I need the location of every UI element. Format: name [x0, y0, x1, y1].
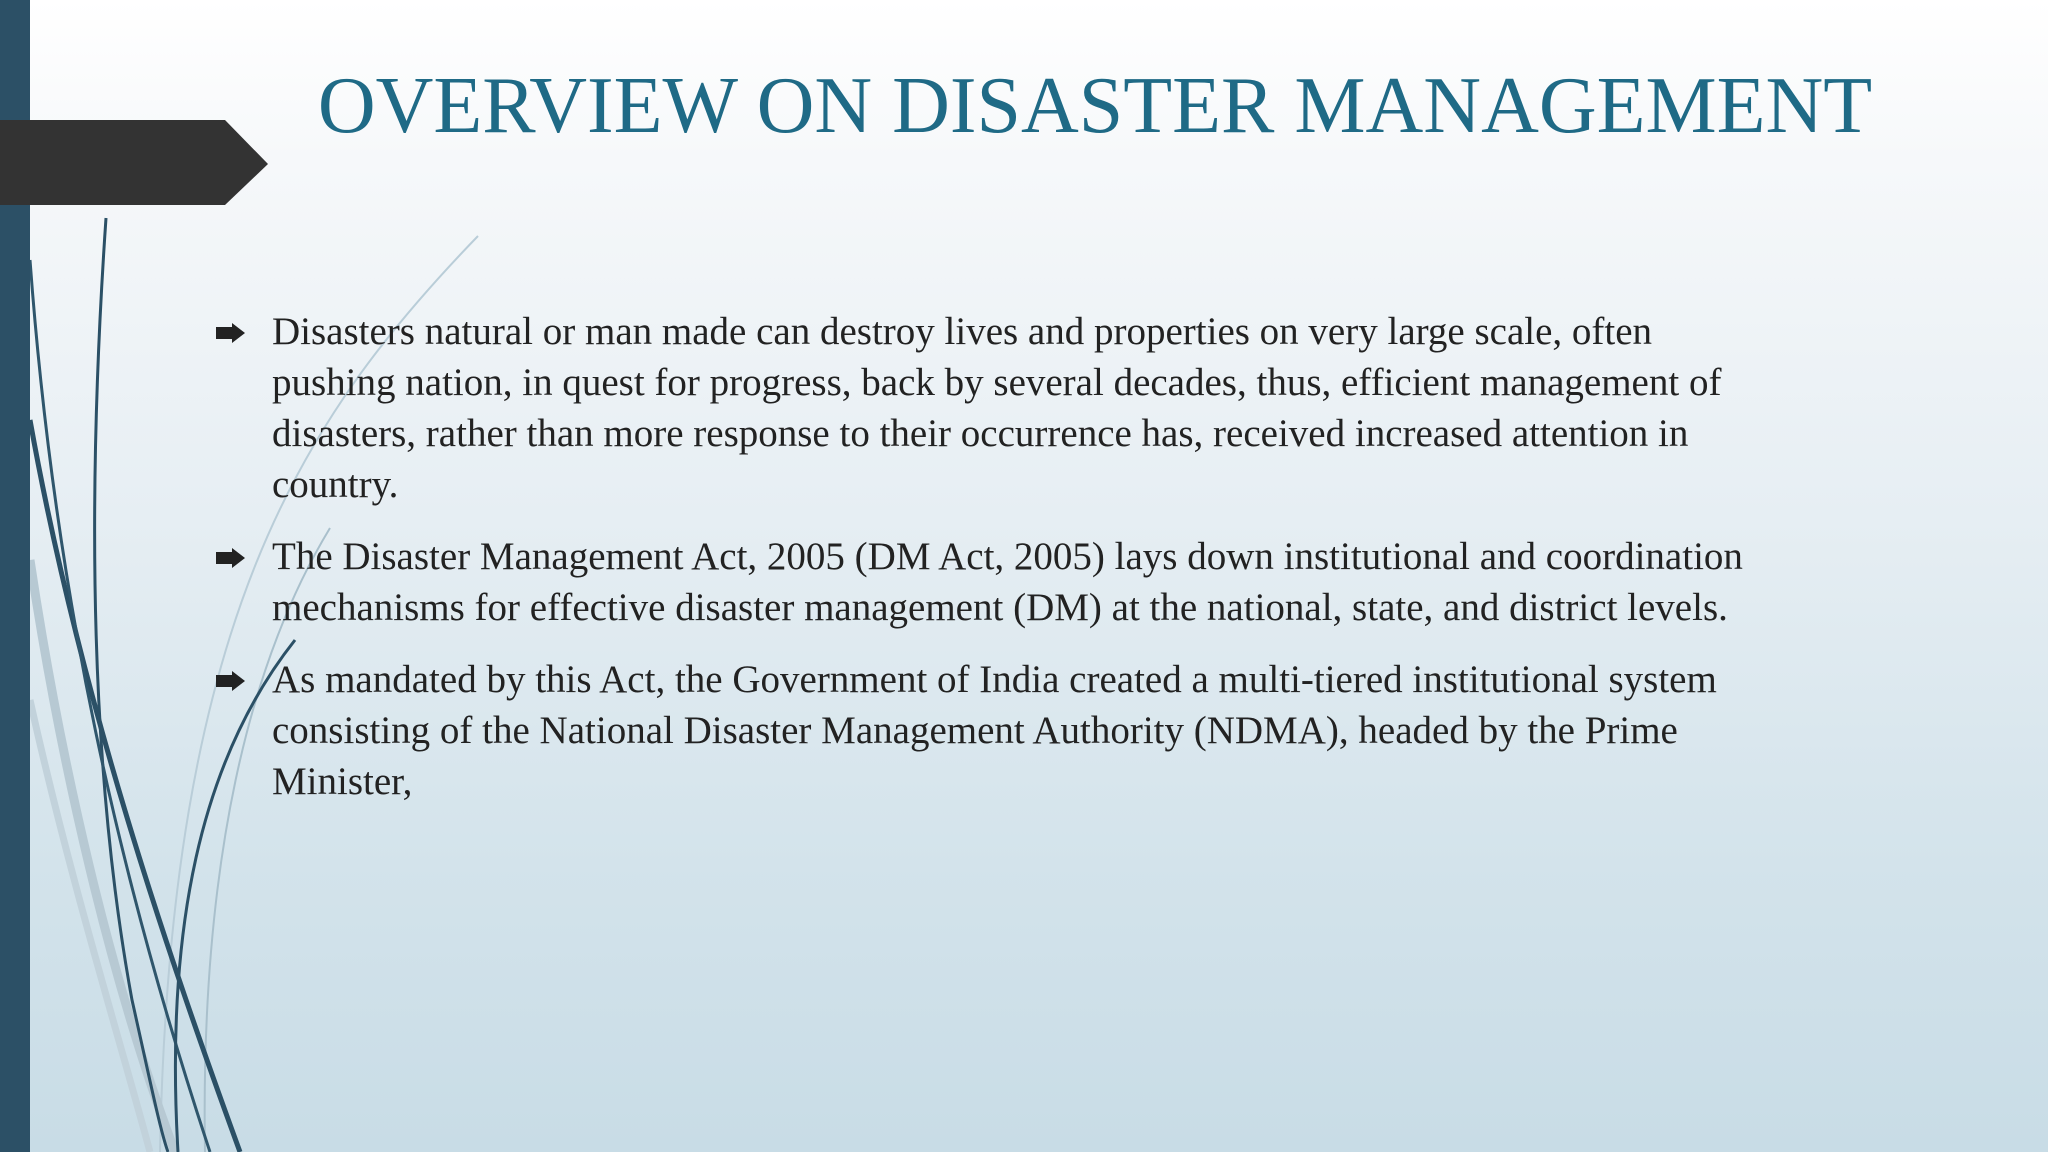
title-arrow-shape — [0, 0, 280, 210]
bullet-line: mechanisms for effective disaster management (DM) at the national, state, and district levels. — [272, 586, 1728, 629]
bullet-line: Disasters natural or man made can destroy lives and properties on very large scale, often — [272, 310, 1653, 353]
slide-title: OVERVIEW ON DISASTER MANAGEMENT — [317, 62, 1873, 150]
bullet-line: pushing nation, in quest for progress, back by several decades, thus, efficient management of — [272, 361, 1722, 404]
bullet-line: The Disaster Management Act, 2005 (DM Act, 2005) lays down institutional and coordination — [272, 535, 1743, 578]
arrow-bullet-icon — [216, 323, 245, 343]
bullet-list — [213, 306, 1913, 828]
bullet-item — [213, 531, 1913, 633]
bullet-line: disasters, rather than more response to their occurrence has, received increased attention in — [272, 412, 1689, 455]
bullet-line: country. — [272, 463, 399, 506]
bullet-line: consisting of the National Disaster Management Authority (NDMA), headed by the Prime — [272, 709, 1678, 752]
bullet-item — [213, 654, 1913, 807]
bullet-line: Minister, — [272, 760, 413, 803]
arrow-bullet-icon — [216, 548, 245, 568]
bullet-item — [213, 306, 1913, 510]
arrow-bullet-icon — [216, 671, 245, 691]
bullet-line: As mandated by this Act, the Government of India created a multi-tiered institutional system — [272, 658, 1717, 701]
